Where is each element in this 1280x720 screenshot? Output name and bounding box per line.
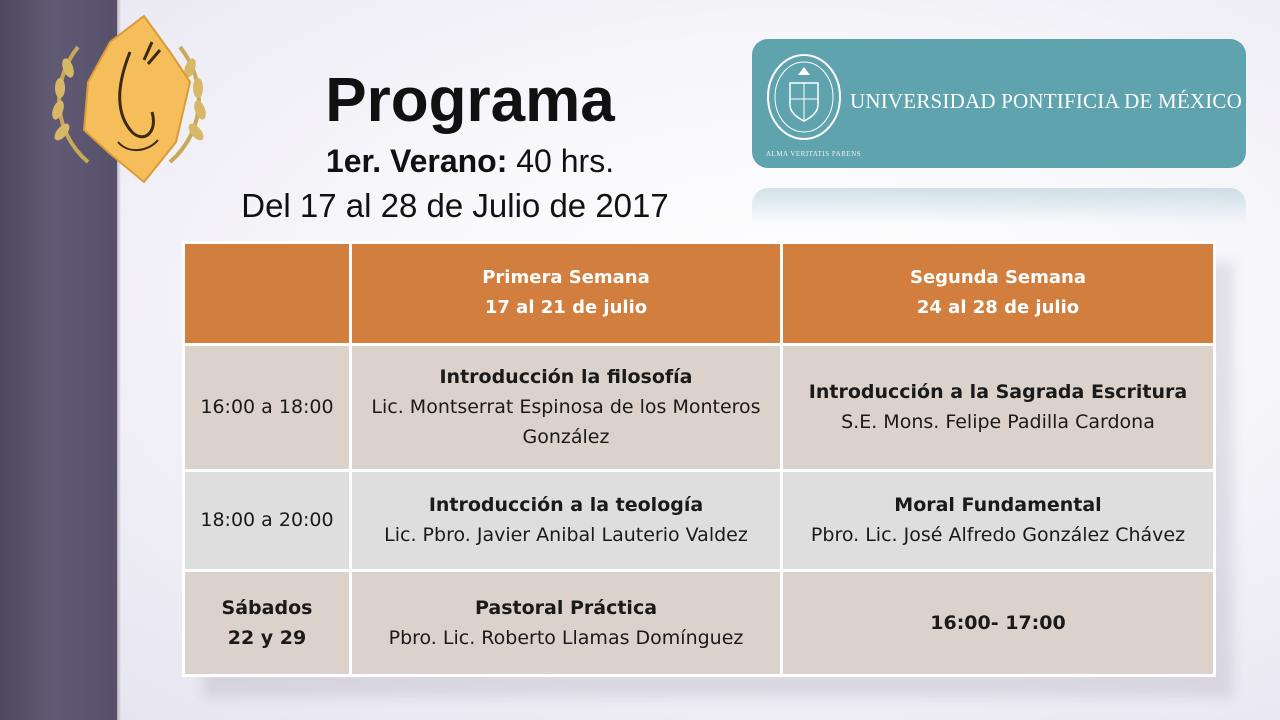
week1-label: Primera Semana bbox=[482, 267, 650, 289]
page-subtitle bbox=[220, 142, 720, 180]
banner-reflection bbox=[752, 188, 1246, 224]
teacher-name: Pbro. Lic. José Alfredo González Chávez bbox=[810, 524, 1186, 547]
teacher-name-cont: González bbox=[522, 426, 610, 449]
header-cell-empty bbox=[184, 243, 351, 345]
header-cell-week2 bbox=[782, 243, 1215, 345]
university-banner bbox=[752, 39, 1246, 168]
university-motto: ALMA VERITATIS PARENS bbox=[766, 150, 862, 158]
course-name: Introducción a la teología bbox=[428, 494, 704, 517]
teacher-name: Lic. Montserrat Espinosa de los Monteros bbox=[371, 396, 761, 419]
course-name: Introducción a la Sagrada Escritura bbox=[808, 381, 1188, 404]
header-cell-week1 bbox=[351, 243, 782, 345]
time-cell: 18:00 a 20:00 bbox=[184, 470, 351, 571]
teacher-name: Pbro. Lic. Roberto Llamas Domínguez bbox=[388, 627, 744, 650]
table-header-row bbox=[184, 243, 1215, 345]
session-time: 16:00- 17:00 bbox=[930, 612, 1066, 635]
university-name: UNIVERSIDAD PONTIFICIA DE MÉXICO bbox=[850, 89, 1242, 113]
week2-cell bbox=[782, 571, 1215, 676]
time-cell bbox=[184, 571, 351, 676]
week2-cell bbox=[782, 344, 1215, 470]
week1-dates: 17 al 21 de julio bbox=[484, 297, 648, 319]
time-cell: 16:00 a 18:00 bbox=[184, 344, 351, 470]
teacher-name: S.E. Mons. Felipe Padilla Cardona bbox=[841, 411, 1155, 434]
course-name: Introducción la filosofía bbox=[439, 366, 693, 389]
table-row bbox=[184, 571, 1215, 676]
table-row bbox=[184, 344, 1215, 470]
table-row bbox=[184, 470, 1215, 571]
week1-cell bbox=[351, 470, 782, 571]
week1-cell bbox=[351, 344, 782, 470]
week2-label: Segunda Semana bbox=[909, 267, 1087, 289]
course-name: Pastoral Práctica bbox=[474, 597, 658, 620]
week1-cell bbox=[351, 571, 782, 676]
saturday-label: Sábados bbox=[221, 597, 313, 620]
week2-cell bbox=[782, 470, 1215, 571]
saturday-dates: 22 y 29 bbox=[227, 627, 307, 650]
page-title: Programa bbox=[325, 66, 615, 135]
schedule-table bbox=[182, 241, 1216, 677]
teacher-name: Lic. Pbro. Javier Anibal Lauterio Valdez bbox=[384, 524, 748, 547]
week2-dates: 24 al 28 de julio bbox=[916, 297, 1080, 319]
subtitle-hours: 40 hrs. bbox=[507, 143, 615, 179]
subtitle-term: 1er. Verano: bbox=[325, 143, 508, 179]
program-dates: Del 17 al 28 de Julio de 2017 bbox=[241, 187, 669, 224]
course-name: Moral Fundamental bbox=[894, 494, 1102, 517]
university-seal-icon bbox=[766, 53, 842, 141]
laurel-emblem-icon bbox=[48, 12, 210, 184]
